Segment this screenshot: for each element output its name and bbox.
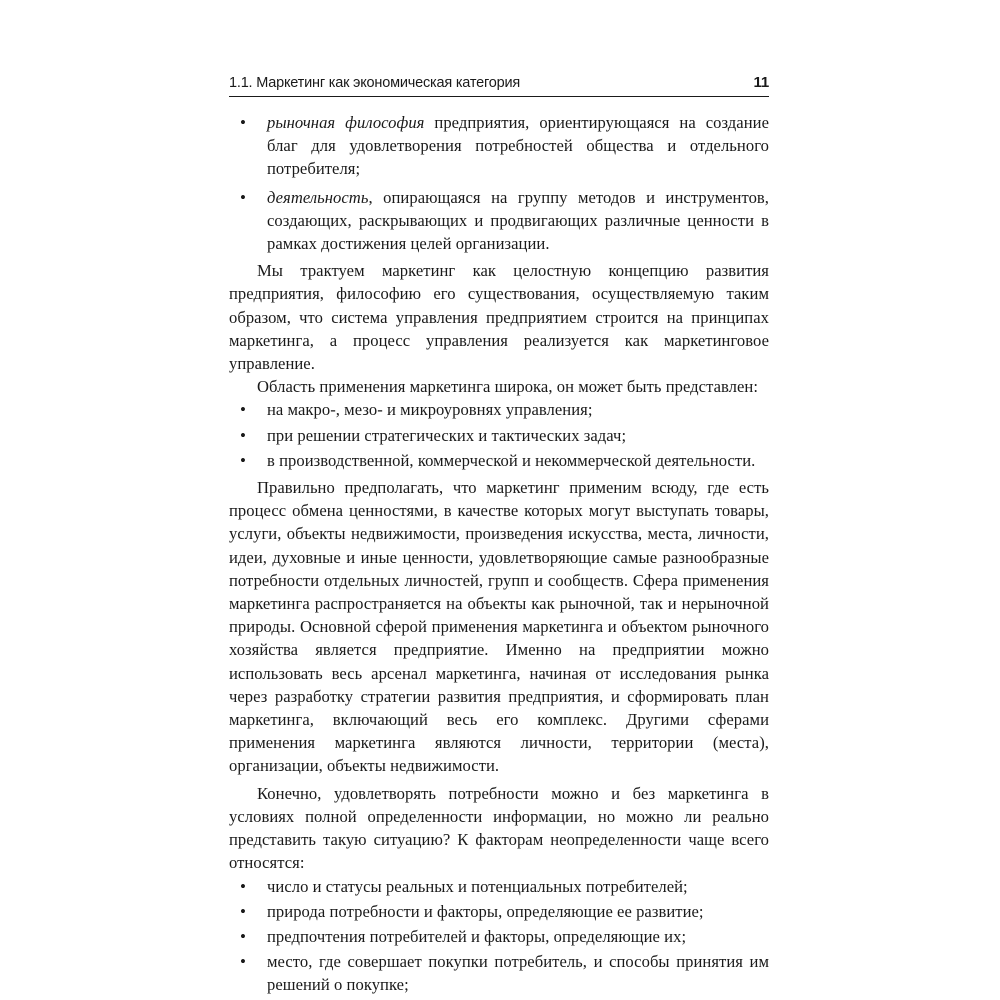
list-item: • природа потребности и факторы, определяющие ее развитие; <box>267 900 769 923</box>
list-item: • число и статусы реальных и потенциальных потребителей; <box>267 875 769 898</box>
book-page <box>229 74 769 999</box>
list-item: • в производственной, коммерческой и некоммерческой деятельности. <box>267 449 769 472</box>
list-item <box>267 186 769 256</box>
paragraph: Конечно, удовлетворять потребности можно и без маркетинга в условиях полной определенности информации, но можно ли реально представить такую ситуацию? К факторам неопределенности чаще всего относятся: <box>229 783 769 873</box>
list-item: • на макро-, мезо- и микроуровнях управления; <box>267 398 769 421</box>
running-title: 1.1. Маркетинг как экономическая категория <box>229 75 521 91</box>
list-item: • предпочтения потребителей и факторы, определяющие их; <box>267 925 769 948</box>
bullet-list-definitions <box>229 111 769 255</box>
italic-term: рыночная философия <box>267 113 425 132</box>
running-header <box>229 74 769 97</box>
paragraph: Область применения маркетинга широка, он может быть представлен: <box>257 377 759 397</box>
list-item <box>267 111 769 181</box>
list-item-text: , опирающаяся на группу методов и инструментов, создающих, раскрывающих и продвигающих различные ценности в рамках достижения целей организации. <box>267 187 769 254</box>
bullet-list-scope <box>229 398 769 472</box>
list-item: • при решении стратегических и тактических задач; <box>267 424 769 447</box>
list-item-text: предприятия, ориентирующаяся на создание благ для удовлетворения потребностей общества и отдельного потребителя; <box>267 113 769 179</box>
bullet-list-uncertainty-factors <box>229 875 769 997</box>
page-body <box>229 111 769 997</box>
italic-term: деятельность <box>267 187 369 207</box>
page-number: 11 <box>753 74 769 91</box>
paragraph: Мы трактуем маркетинг как целостную концепцию развития предприятия, философию его существования, осуществляемую таким образом, что система управления предприятием строится на принципах маркетинга, а процесс управления реализуется как маркетинговое управление. <box>229 261 769 374</box>
list-item: • место, где совершает покупки потребитель, и способы принятия им решений о покупке; <box>267 950 769 996</box>
paragraph: Правильно предполагать, что маркетинг применим всюду, где есть процесс обмена ценностями, в качестве которых могут выступать товары, услуги, объекты недвижимости, произведения искусства, места, личности, идеи, духовные и иные ценности, удовлетворяющие самые разнообразные потребности отдельных личностей, групп и сообществ. Сфера применения маркетинга распространяется на объекты как рыночной, так и нерыночной природы. Основной сферой применения маркетинга и объектом рыночного хозяйства является предприятие. Именно на предприятии можно использовать весь арсенал маркетинга, начиная от исследования рынка через разработку стратегии развития предприятия, и сформировать план маркетинга, включающий весь его комплекс. Другими сферами применения маркетинга являются личности, территории (места), организации, объекты недвижимости. <box>229 478 769 776</box>
